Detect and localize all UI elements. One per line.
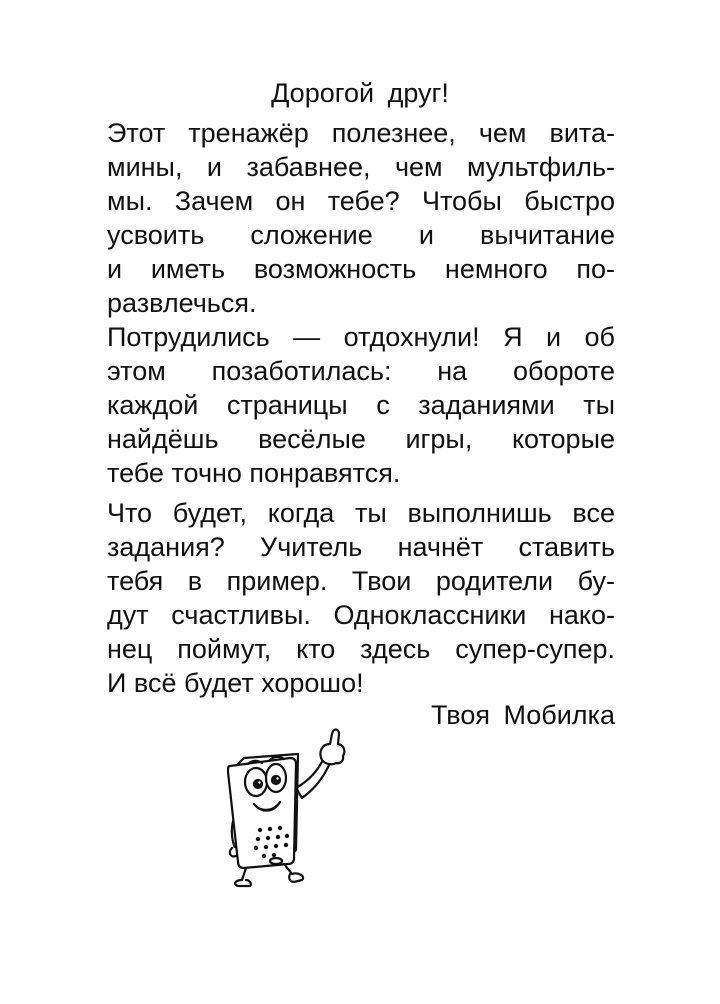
paragraph-line: мы. Зачем он тебе? Чтобы быстро bbox=[107, 186, 615, 216]
thumb-up-hand bbox=[320, 730, 344, 765]
paragraph-line: тебе точно понравятся. bbox=[107, 458, 401, 488]
paragraph-line: этом позаботилась: на обороте bbox=[107, 356, 615, 386]
paragraph-line: мины, и забавнее, чем мультфиль- bbox=[107, 152, 615, 182]
paragraph-line: развлечься. bbox=[107, 288, 257, 318]
paragraph-line: задания? Учитель начнёт ставить bbox=[107, 532, 615, 562]
paragraph-line: каждой страницы с заданиями ты bbox=[107, 390, 615, 420]
letter-paragraph-2 bbox=[107, 320, 615, 490]
paragraph-line: и иметь возможность немного по- bbox=[107, 254, 615, 284]
paragraph-line: дут счастливы. Одноклассники нако- bbox=[107, 600, 615, 630]
paragraph-line: тебя в пример. Твои родители бу- bbox=[107, 566, 615, 596]
mobile-phone-mascot-icon bbox=[210, 718, 360, 890]
paragraph-line: найдёшь весёлые игры, которые bbox=[107, 424, 615, 454]
letter-paragraph-1 bbox=[107, 116, 615, 320]
paragraph-line: Что будет, когда ты выполнишь все bbox=[107, 498, 615, 528]
letter-signature: Твоя Мобилка bbox=[430, 700, 615, 730]
paragraph-line: усвоить сложение и вычитание bbox=[107, 220, 615, 250]
paragraph-line: И всё будет хорошо! bbox=[107, 668, 364, 698]
letter-paragraph-3 bbox=[107, 496, 615, 700]
letter-greeting: Дорогой друг! bbox=[271, 78, 449, 108]
paragraph-line: Потрудились — отдохнули! Я и об bbox=[107, 322, 615, 352]
paragraph-line: нец поймут, кто здесь супер-супер. bbox=[107, 634, 615, 664]
home-button bbox=[270, 858, 282, 864]
paragraph-line: Этот тренажёр полезнее, чем вита- bbox=[107, 118, 615, 148]
